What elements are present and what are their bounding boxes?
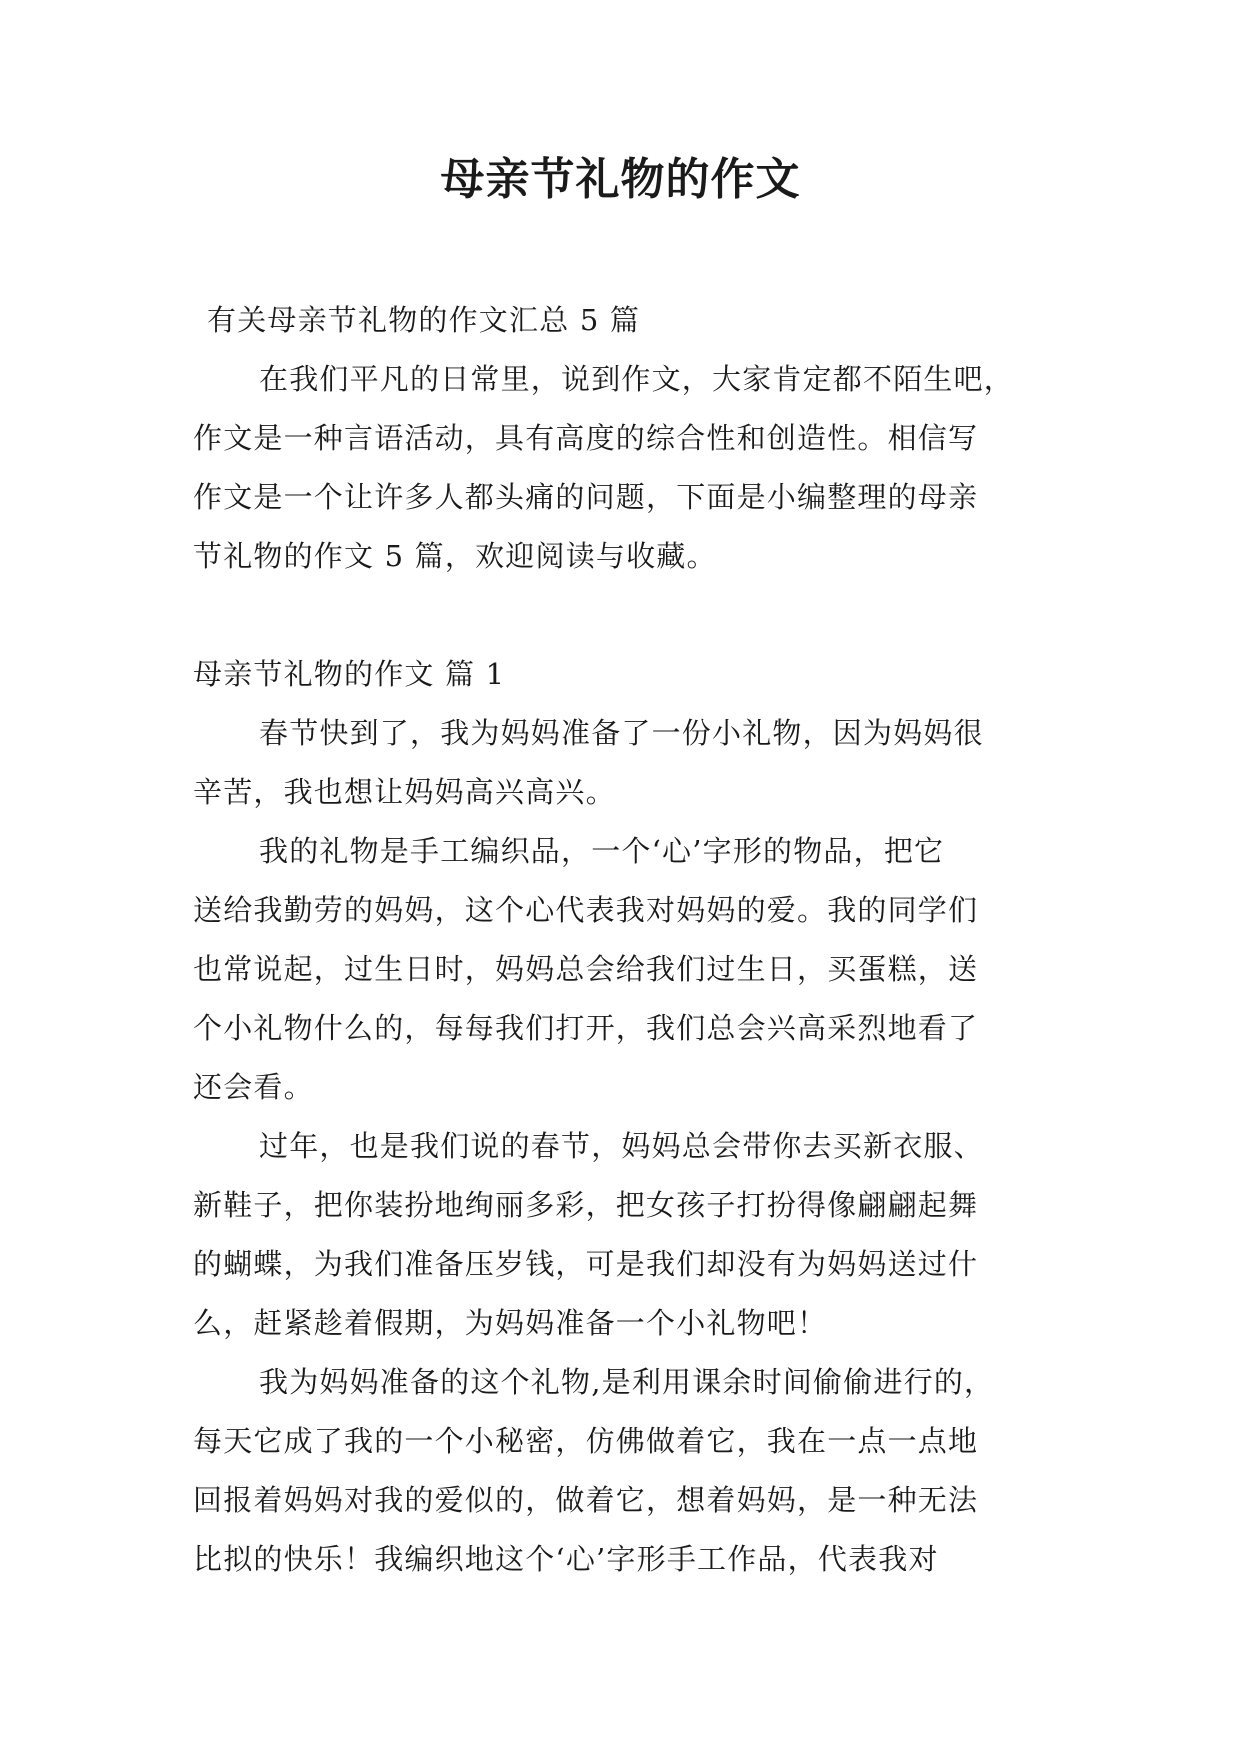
body-paragraph [193,1117,1053,1353]
text-line: 辛苦，我也想让妈妈高兴高兴。 [193,775,616,809]
text-line: 么，赶紧趁着假期，为妈妈准备一个小礼物吧！ [193,1306,828,1340]
text-line: 作文是一个让许多人都头痛的问题，下面是小编整理的母亲 [193,480,979,514]
text-line: 节礼物的作文 5 篇，欢迎阅读与收藏。 [193,539,717,573]
text-line: 还会看。 [193,1070,314,1104]
text-line: 个小礼物什么的，每每我们打开，我们总会兴高采烈地看了 [193,1011,979,1045]
text-line: 过年，也是我们说的春节，妈妈总会带你去买新衣服、 [259,1129,984,1163]
text-line: 比拟的快乐！我编织地这个‘心’字形手工作品，代表我对 [193,1542,939,1576]
text-line: 的蝴蝶，为我们准备压岁钱，可是我们却没有为妈妈送过什 [193,1247,979,1281]
document-body [193,291,1053,1589]
intro-paragraph [193,350,1053,586]
text-line: 我为妈妈准备的这个礼物,是利用课余时间偷偷进行的， [259,1365,995,1399]
document-subtitle: 有关母亲节礼物的作文汇总 5 篇 [207,303,641,337]
text-line: 在我们平凡的日常里，说到作文，大家肯定都不陌生吧， [259,362,1015,396]
text-line: 春节快到了，我为妈妈准备了一份小礼物，因为妈妈很 [259,716,984,750]
text-line: 作文是一种言语活动，具有高度的综合性和创造性。相信写 [193,421,979,455]
paragraph-spacer [193,586,1053,645]
text-line: 送给我勤劳的妈妈，这个心代表我对妈妈的爱。我的同学们 [193,893,979,927]
body-paragraph [193,1353,1053,1589]
document-title: 母亲节礼物的作文 [440,154,801,205]
body-paragraph [193,822,1053,1117]
section-heading: 母亲节礼物的作文 篇 1 [193,657,506,691]
text-line: 我的礼物是手工编织品，一个‘心’字形的物品，把它 [259,834,945,868]
text-line: 每天它成了我的一个小秘密，仿佛做着它，我在一点一点地 [193,1424,979,1458]
text-line: 回报着妈妈对我的爱似的，做着它，想着妈妈，是一种无法 [193,1483,979,1517]
text-line: 也常说起，过生日时，妈妈总会给我们过生日，买蛋糕，送 [193,952,979,986]
body-paragraph [193,704,1053,822]
text-line: 新鞋子，把你装扮地绚丽多彩，把女孩子打扮得像翩翩起舞 [193,1188,979,1222]
